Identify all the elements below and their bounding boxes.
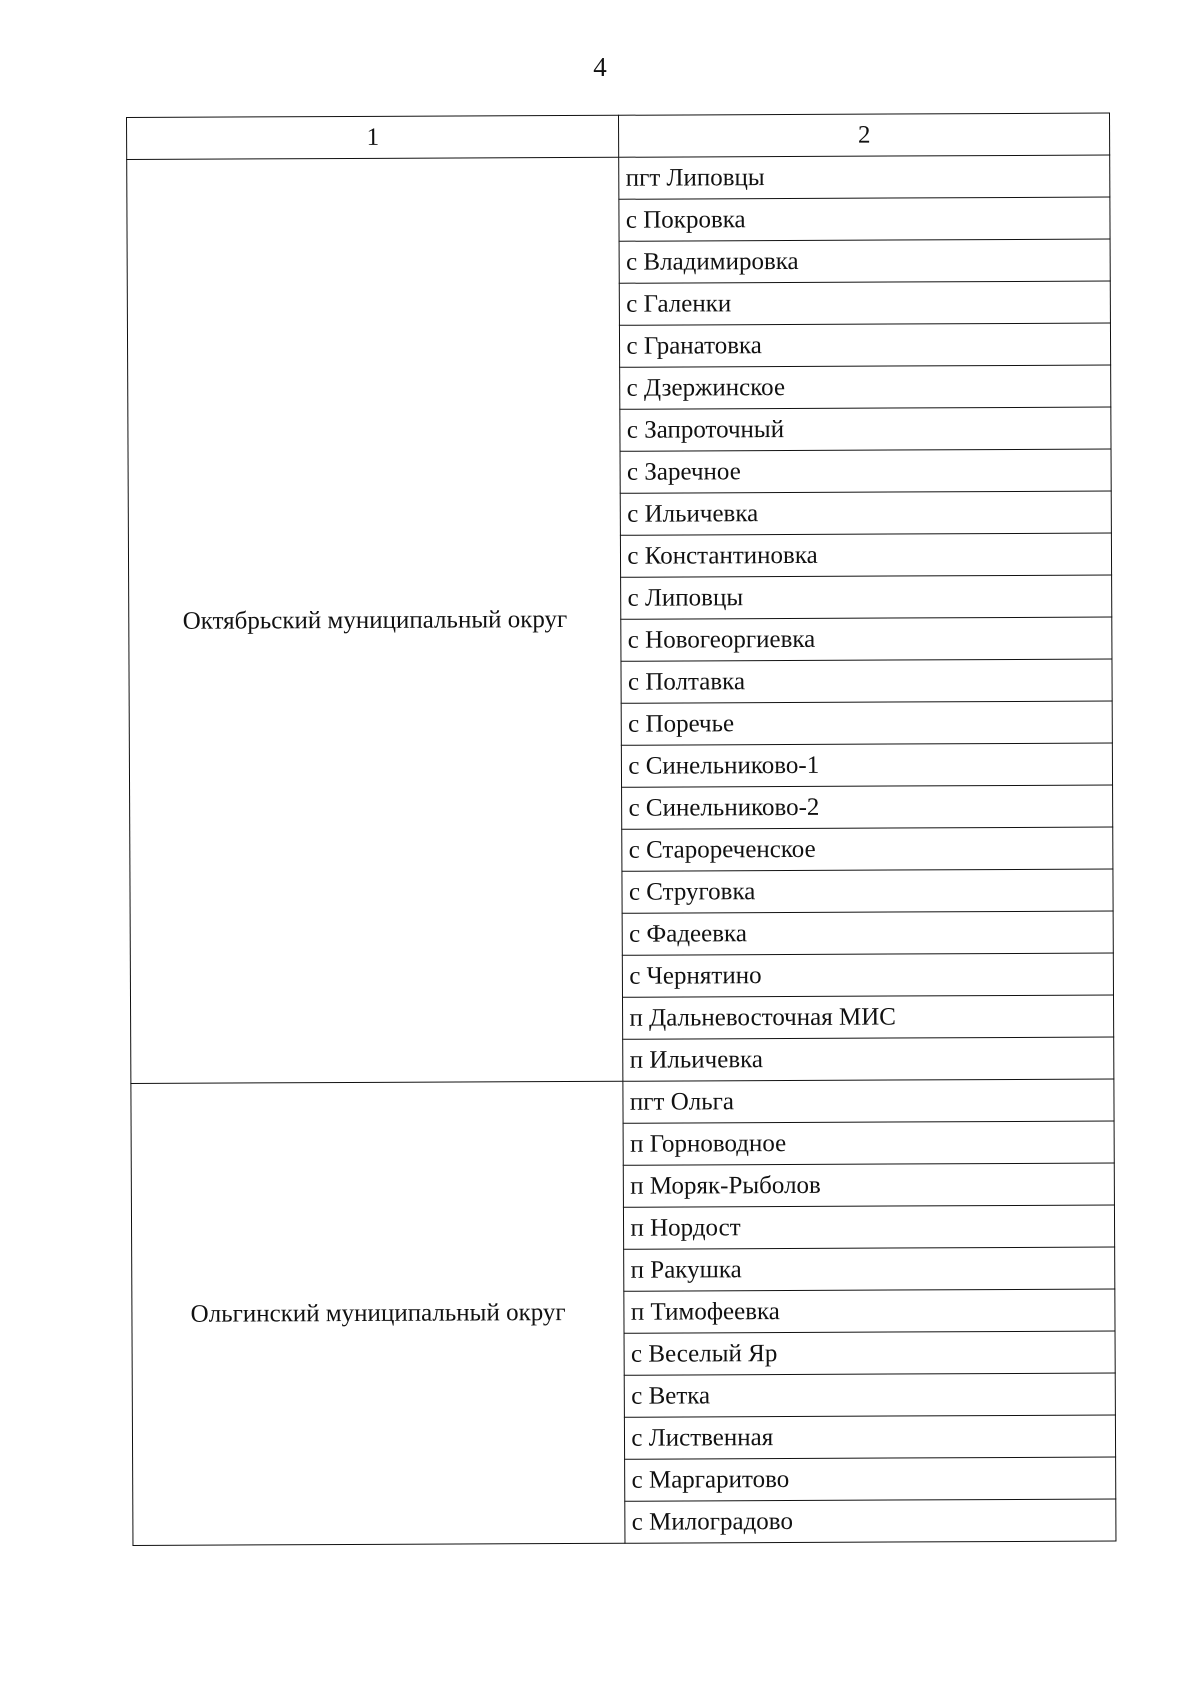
table-row [127,155,1110,201]
settlement-cell: с Ильичевка [621,491,1112,535]
settlement-cell: с Полтавка [621,659,1112,703]
column-header-1: 1 [127,115,620,159]
page-number: 4 [593,52,607,82]
settlement-cell: с Маргаритово [625,1457,1116,1501]
settlement-cell: с Синельниково-2 [622,785,1113,829]
settlement-cell: с Константиновка [621,533,1112,577]
settlement-cell: п Моряк-Рыболов [624,1163,1115,1207]
district-name-cell: Октябрьский муниципальный округ [127,157,624,1083]
settlement-cell: с Веселый Яр [624,1331,1115,1375]
settlement-cell: пгт Липовцы [619,155,1110,199]
settlement-cell: п Ракушка [624,1247,1115,1291]
settlement-cell: с Владимировка [619,239,1110,283]
settlement-cell: с Покровка [619,197,1110,241]
settlement-cell: п Дальневосточная МИС [623,995,1114,1039]
settlement-cell: с Запроточный [620,407,1111,451]
table-header-row [127,113,1110,159]
column-header-2: 2 [619,113,1110,157]
settlement-cell: с Синельниково-1 [622,743,1113,787]
settlements-table [126,113,1116,1546]
settlement-cell: с Старореченское [622,827,1113,871]
settlement-cell: с Гранатовка [620,323,1111,367]
settlement-cell: п Горноводное [623,1121,1114,1165]
district-name-cell: Ольгинский муниципальный округ [131,1081,625,1545]
settlement-cell: п Ильичевка [623,1037,1114,1081]
settlement-cell: с Галенки [620,281,1111,325]
settlement-cell: с Лиственная [625,1415,1116,1459]
table-row [131,1079,1114,1125]
settlement-cell: с Заречное [620,449,1111,493]
settlement-cell: с Милоградово [625,1499,1116,1543]
settlement-cell: с Фадеевка [623,911,1114,955]
settlement-cell: пгт Ольга [623,1079,1114,1123]
settlement-cell: п Нордост [624,1205,1115,1249]
table-body [127,113,1116,1545]
settlement-cell: с Чернятино [623,953,1114,997]
settlement-cell: с Поречье [622,701,1113,745]
settlement-cell: с Новогеоргиевка [621,617,1112,661]
settlement-cell: с Липовцы [621,575,1112,619]
settlement-cell: с Ветка [625,1373,1116,1417]
settlement-cell: с Струговка [622,869,1113,913]
settlement-cell: с Дзержинское [620,365,1111,409]
settlement-cell: п Тимофеевка [624,1289,1115,1333]
